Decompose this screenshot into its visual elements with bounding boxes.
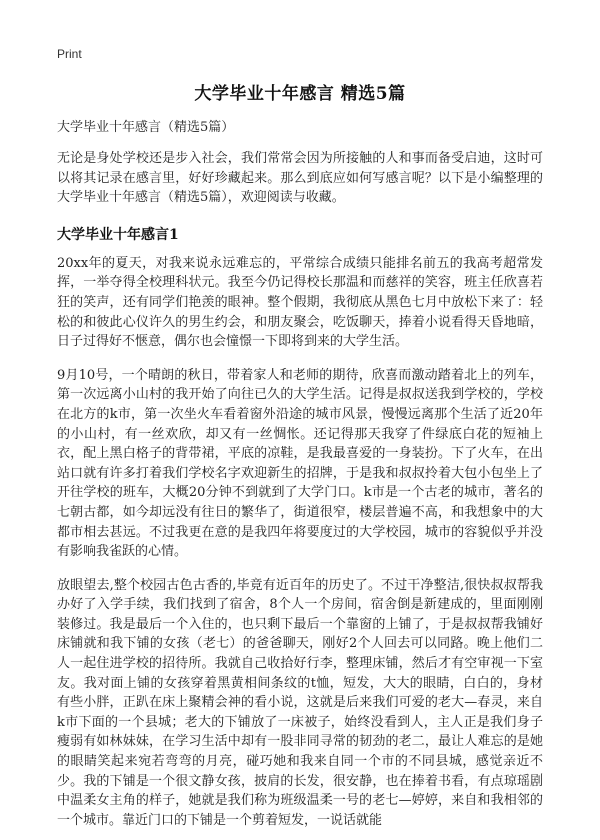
body-paragraph-1: 20xx年的夏天，对我来说永远难忘的，平常综合成绩只能排名前五的我高考超常发挥，一举夺得全校理科状元。我至今仍记得校长那温和而慈祥的笑容，班主任欣喜若狂的笑声，还有同学们艳羡的眼神。整个假期，我彻底从黑色七月中放松下来了：轻松的和彼此心仪许久的男生约会，和朋友聚会，吃饭聊天，捧着小说看得天昏地暗，日子过得好不惬意，偶尔也会憧憬一下即将到来的大学生活。 — [57, 255, 543, 350]
document-body — [57, 118, 543, 840]
document-subtitle: 大学毕业十年感言（精选5篇） — [57, 120, 235, 135]
body-paragraph-3: 放眼望去,整个校园古色古香的,毕竟有近百年的历史了。不过干净整洁,很快叔叔帮我办好了入学手续，我们找到了宿舍，8个人一个房间，宿舍倒是新建成的，里面刚刚装修过。我是最后一个入住的，也只剩下最后一个靠窗的上铺了，于是叔叔帮我铺好床铺就和我下铺的女孩（老七）的爸爸聊天，刚好2个人回去可以同路。晚上他们二人一起住进学校的招待所。我就自己收拾好行李，整理床铺，然后才有空审视一下室友。我对面上铺的女孩穿着黑黄相间条纹的t恤，短发，大大的眼睛，白白的，身材有些小胖，正趴在床上聚精会神的看小说，这就是后来我们可爱的老大—春灵，来自k市下面的一个县城；老大的下铺放了一床被子，始终没看到人，主人正是我们身子瘦弱有如林妹妹，在学习生活中却有一股非同寻常的韧劲的老二，最让人难忘的是她的眼睛笑起来宛若弯弯的月亮，碰巧她和我来自同一个市的不同县城，感觉亲近不少。我的下铺是一个很文静女孩，披肩的长发，很安静，也在捧着书看，有点琼瑶剧中温柔女主角的样子，她就是我们称为班级温柔一号的老七—婷婷，来自和我相邻的一个城市。靠近门口的下铺是一个剪着短发，一说话就能 — [57, 577, 543, 828]
section-heading: 大学毕业十年感言1 — [57, 226, 179, 243]
document-title: 大学毕业十年感言 精选5篇 — [194, 84, 406, 104]
body-paragraph-2: 9月10号，一个晴朗的秋日，带着家人和老师的期待，欣喜而激动踏着北上的列车，第一次远离小山村的我开始了向往已久的大学生活。记得是叔叔送我到学校的，学校在北方的k市，第一次坐火车看着窗外沿途的城市风景，慢慢远离那个生活了近20年的小山村，有一丝欢欣，却又有一丝惆怅。还记得那天我穿了件绿底白花的短袖上衣，配上黑白格子的背带裙，平底的凉鞋，是我最喜爱的一身装扮。下了火车，在出站口就有许多打着我们学校名字欢迎新生的招牌，于是我和叔叔拎着大包小包坐上了开往学校的班车，大概20分钟不到就到了大学门口。k市是一个古老的城市，著名的七朝古都，如今却远没有往日的繁华了，街道很窄，楼层普遍不高，和我想象中的大都市相去甚远。不过我更在意的是我四年将要度过的大学校园，城市的容貌似乎并没有影响我雀跃的心情。 — [57, 367, 543, 560]
intro-paragraph: 无论是身处学校还是步入社会，我们常常会因为所接触的人和事而备受启迪，这时可以将其记录在感言里，好好珍藏起来。那么到底应如何写感言呢？以下是小编整理的大学毕业十年感言（精选5篇），欢迎阅读与收藏。 — [57, 151, 543, 206]
print-label[interactable]: Print — [57, 47, 82, 61]
